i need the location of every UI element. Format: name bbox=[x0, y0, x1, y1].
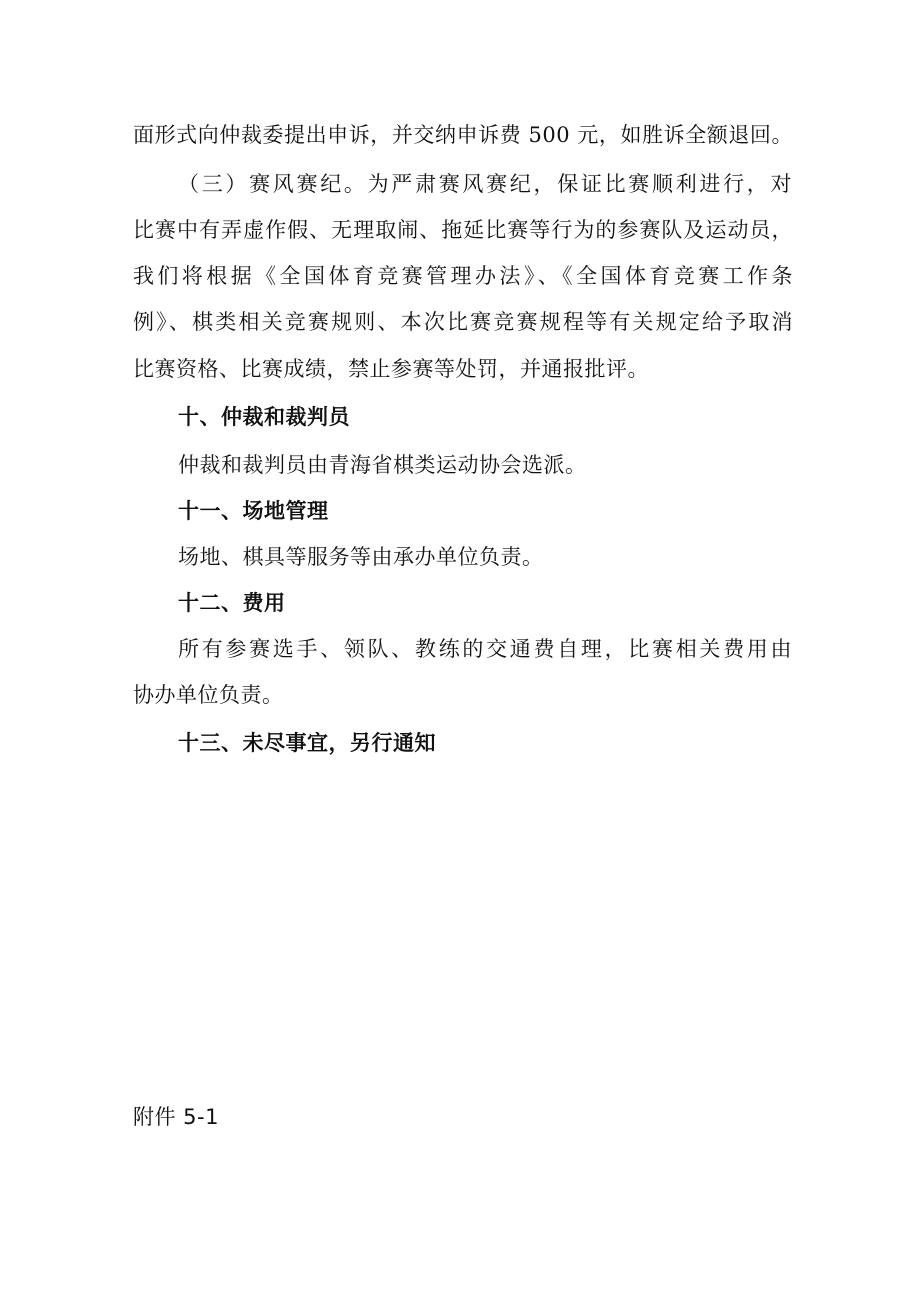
paragraph-line-discipline-intro: （三）赛风赛纪。为严肃赛风赛纪，保证比赛顺利进行，对 bbox=[178, 172, 792, 196]
section-body-arbitration: 仲裁和裁判员由青海省棋类运动协会选派。 bbox=[178, 453, 587, 477]
attachment-label: 附件 5-1 bbox=[133, 1105, 219, 1129]
paragraph-line-discipline-2: 比赛中有弄虚作假、无理取闹、拖延比赛等行为的参赛队及运动员， bbox=[133, 218, 793, 242]
paragraph-line-appeal-fee: 面形式向仲裁委提出申诉，并交纳申诉费 500 元，如胜诉全额退回。 bbox=[133, 123, 793, 147]
section-heading-venue: 十一、场地管理 bbox=[178, 499, 329, 523]
section-heading-fees: 十二、费用 bbox=[178, 591, 286, 615]
section-heading-arbitration: 十、仲裁和裁判员 bbox=[178, 405, 350, 429]
paragraph-line-discipline-3: 我们将根据《全国体育竞赛管理办法》、《全国体育竞赛工作条 bbox=[133, 264, 793, 288]
section-body-fees-1: 所有参赛选手、领队、教练的交通费自理，比赛相关费用由 bbox=[178, 637, 792, 661]
paragraph-line-discipline-5: 比赛资格、比赛成绩，禁止参赛等处罚，并通报批评。 bbox=[133, 357, 649, 381]
section-body-venue: 场地、棋具等服务等由承办单位负责。 bbox=[178, 545, 544, 569]
section-body-fees-2: 协办单位负责。 bbox=[133, 683, 284, 707]
section-heading-other-matters: 十三、未尽事宜，另行通知 bbox=[178, 731, 436, 755]
paragraph-line-discipline-4: 例》、棋类相关竞赛规则、本次比赛竞赛规程等有关规定给予取消 bbox=[133, 310, 793, 334]
